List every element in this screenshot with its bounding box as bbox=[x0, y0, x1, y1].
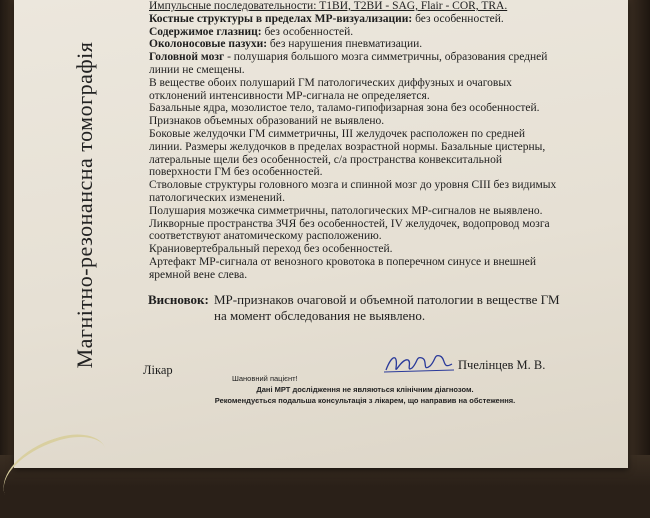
side-title: Магнітно-резонансна томографія bbox=[72, 41, 97, 369]
finding-brain bbox=[149, 51, 559, 77]
finding-label: Содержимое глазниц: bbox=[149, 25, 262, 38]
background-right bbox=[628, 0, 650, 487]
finding-text: без особенностей. bbox=[261, 25, 354, 38]
notice-line: Рекомендується подальша консультація з лікарем, що направив на обстеження. bbox=[214, 396, 516, 405]
sequences-line: Импульсные последовательности: T1ВИ, T2ВИ - SAG, Flair - COR, TRA. bbox=[149, 0, 508, 12]
finding-text: без нарушения пневматизации. bbox=[267, 38, 423, 51]
notice-line: Дані МРТ дослідження не являються клінічним діагнозом. bbox=[256, 385, 474, 394]
report-body bbox=[149, 0, 559, 282]
finding-label: Околоносовые пазухи: bbox=[149, 38, 268, 51]
finding-label: Костные структуры в пределах МР-визуализации: bbox=[149, 12, 413, 25]
paragraph: Стволовые структуры головного мозга и спинной мозг до уровня CIII без видимых патологических изменений. bbox=[149, 179, 557, 204]
doctor-name: Пчелінцев М. В. bbox=[458, 358, 546, 372]
paragraph: Базальные ядра, мозолистое тело, таламо-гипофизарная зона без особенностей. Признаков объемных образований не выявлено. bbox=[149, 102, 540, 128]
paragraph: В веществе обоих полушарий ГМ патологических диффузных и очаговых отклонений интенсивности МР-сигнала не определяется. bbox=[149, 76, 512, 102]
doctor-label: Лікар bbox=[143, 363, 173, 377]
paragraph: Боковые желудочки ГМ симметричны, III желудочек расположен по средней линии. Размеры желудочков в пределах возрастной нормы. Базальные цистерны, латеральные щели без особенностей, с/а пространства конвекситальной поверхности ГМ без особенностей. bbox=[149, 127, 546, 179]
finding-label: Головной мозг bbox=[149, 51, 225, 64]
paragraph: Артефакт МР-сигнала от венозного кровотока в поперечном синусе и внешней яремной вене слева. bbox=[149, 255, 537, 281]
background-left bbox=[0, 0, 14, 487]
notice-line: Шановний пацієнт! bbox=[232, 374, 298, 383]
paragraph: Краниовертебральный переход без особенностей. bbox=[149, 243, 393, 256]
finding-text: - полушария большого мозга симметричны, образования средней линии не смещены. bbox=[149, 51, 548, 76]
finding-text: без особенностей. bbox=[412, 12, 504, 25]
finding-bones bbox=[149, 13, 559, 26]
conclusion-label: Висновок: bbox=[148, 292, 209, 307]
patient-notice bbox=[200, 373, 530, 406]
conclusion-text: МР-признаков очаговой и объемной патологии в веществе ГМ на момент обследования не выявлено. bbox=[214, 292, 560, 323]
paragraph: Полушария мозжечка симметричны, патологических МР-сигналов не выявлено. Ликворные пространства ЗЧЯ без особенностей, IV желудочек, водопровод мозга соответствуют анатомическому расположению. bbox=[149, 204, 550, 243]
finding-sinuses bbox=[149, 38, 559, 51]
finding-orbits bbox=[149, 26, 559, 39]
